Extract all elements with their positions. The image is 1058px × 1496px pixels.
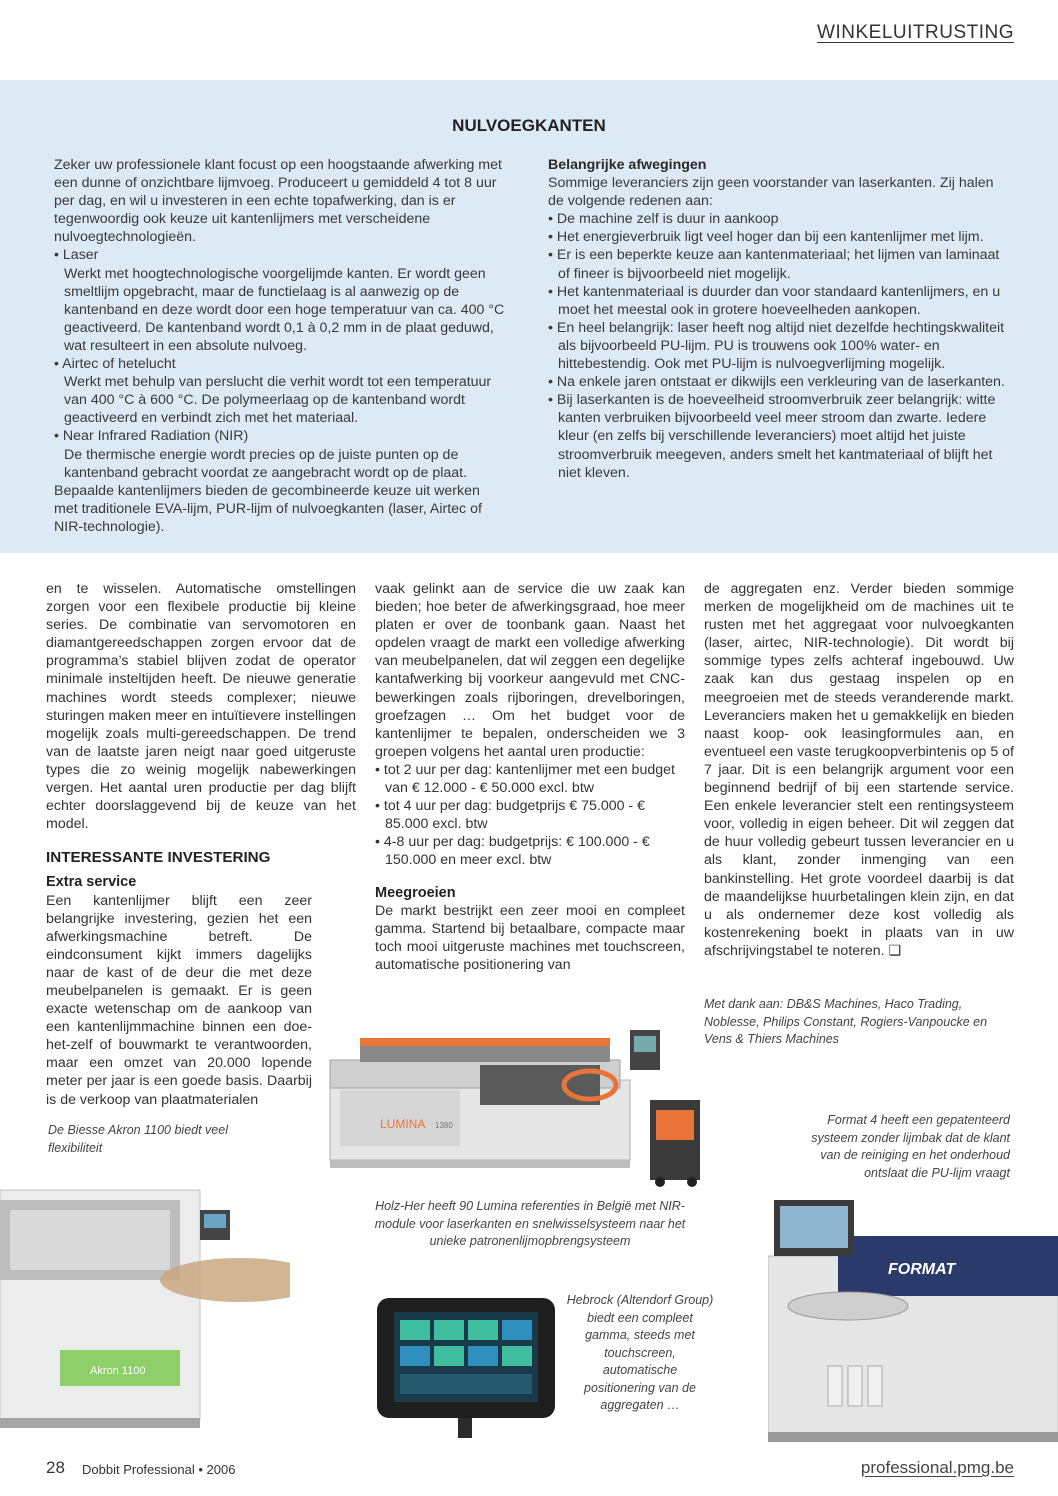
article-column-3 (704, 580, 1014, 960)
list-item: • tot 2 uur per dag: kantenlijmer met een budget van € 12.000 - € 50.000 excl. btw (375, 761, 675, 797)
list-item: • Het kantenmateriaal is duurder dan voor standaard kantenlijmers, en u moet het meestal ook in grotere hoeveelheden aankopen. (548, 283, 1001, 318)
akron-machine-image (0, 1170, 290, 1440)
box-right-column (548, 156, 1010, 482)
list-item: • Er is een beperkte keuze aan kantenmateriaal; het lijmen van laminaat of fineer is bijvoorbeeld niet mogelijk. (548, 247, 1000, 282)
caption-format4: Format 4 heeft een gepatenteerd systeem zonder lijmbak dat de klant van de reiniging en het onderhoud ontslaat die PU-lijm vraagt (811, 1113, 1010, 1180)
list-item: • Na enkele jaren ontstaat er dikwijls een verkleuring van de laserkanten. (548, 374, 1005, 391)
paragraph: de aggregaten enz. Verder bieden sommige merken de mogelijkheid om de machines uit te rusten met het aggregaat voor nulvoegkanten (laser, airtec, NIR-technologie). Dit wordt bij sommige types zelfs achteraf ingebouwd. Uw zaak kan dus gestaag inspelen op en meegroeien met de steeds veranderende markt. Leveranciers maken het u gemakkelijk en bieden naast koop- ook leasingformules aan, en eventueel een vaste terugkoopverbintenis op 5 of 7 jaar. Dit is een belangrijk argument voor een beginnend bedrijf of bij een startende service. Een enkele leverancier stelt een rentingsysteem voor, volledig in eigen beheer. Dit wil zeggen dat de huur volledig gebeurt tussen leverancier en u als klant, zonder inmenging van een bankinstelling. Het grote voordeel daarbij is dat de maandelijkse huurbetalingen klein zijn, en dat u als ondernemer deze kost volledig als kostenrekening boekt in plaats van in uw afschrijvingstabel te noteren. ❑ (704, 581, 1014, 959)
list-item: • De machine zelf is duur in aankoop (548, 211, 779, 228)
caption-holzher: Holz-Her heeft 90 Lumina referenties in België met NIR-module voor laserkanten en snelwisselsysteem naar het unieke patronenlijmopbrengsysteem (374, 1199, 686, 1248)
hebrock-touchscreen-image (372, 1288, 562, 1438)
list-item: • Near Infrared Radiation (NIR) (54, 428, 249, 445)
format4-logo: FORMAT (888, 1261, 956, 1278)
subheading: Meegroeien (375, 884, 456, 901)
list-item: • Bij laserkanten is de hoeveelheid stroomverbruik zeer belangrijk: witte kanten verbruiken bijvoorbeeld veel meer stroom dan zwarte. Iedere kleur (en zelfs bij verschillende leveranciers) moet altijd het juiste stroomverbruik meegeven, anders smelt het kantmateriaal of blijft het niet kleven. (548, 392, 996, 481)
format4-machine-image (768, 1196, 1058, 1446)
box-outro: Bepaalde kantenlijmers bieden de gecombineerde keuze uit werken met traditionele EVA-lijm, PUR-lijm of nulvoegkanten (laser, Airtec of NIR-technologie). (54, 482, 482, 535)
paragraph: De markt bestrijkt een zeer mooi en compleet gamma. Startend bij betaalbare, compacte maar toch mooi uitgeruste machines met touchscreen, automatische positionering van (375, 902, 685, 973)
paragraph: Een kantenlijmer blijft een zeer belangrijke investering, gezien het een afwerkingsmachine betreft. De eindconsument kijkt immers dagelijks naar de kast of de deur die met deze meubelpanelen is gemaakt. Er is geen exacte wetenschap om de aankoop van een kantenlijmmachine binnen een doe-het-zelf of bouwmarkt te verantwoorden, maar een omzet van 20.000 lopende meter per jaar is een goede basis. Daarbij is de verkoop van plaatmaterialen (46, 892, 312, 1108)
lumina-machine-image (300, 1020, 700, 1190)
list-item-text: Werkt met behulp van perslucht die verhit wordt tot een temperatuur van 400 °C à 600 °C. De polymeerlaag op de kantenband wordt geactiveerd en verbindt zich met het materiaal. (64, 374, 492, 427)
list-item: • Laser (54, 247, 99, 264)
list-item: • tot 4 uur per dag: budgetprijs € 75.000 - € 85.000 excl. btw (375, 798, 645, 833)
list-item-text: De thermische energie wordt precies op de juiste punten op de kantenband gebracht voordat ze aangebracht wordt op de plaat. (64, 446, 468, 481)
end-mark: ❑ (888, 942, 902, 959)
credits: Met dank aan: DB&S Machines, Haco Trading, Noblesse, Philips Constant, Rogiers-Vanpoucke en Vens & Thiers Machines (704, 997, 988, 1046)
section-heading: INTERESSANTE INVESTERING (46, 849, 271, 867)
website-link[interactable]: professional.pmg.be (860, 1458, 1014, 1477)
list-item: • En heel belangrijk: laser heeft nog altijd niet dezelfde hechtingskwaliteit als bijvoorbeeld PU-lijm. PU is trouwens ook 100% water- en hittebestendig. Ook met PU-lijm is nulvoegverlijming mogelijk. (548, 319, 1005, 373)
caption-biesse: De Biesse Akron 1100 biedt veel flexibiliteit (48, 1123, 228, 1155)
list-item: • Airtec of hetelucht (54, 356, 176, 373)
list-item: • Het energieverbruik ligt veel hoger dan bij een kantenlijmer met lijm. (548, 229, 984, 246)
caption-hebrock: Hebrock (Altendorf Group) biedt een compleet gamma, steeds met touchscreen, automatische positionering van de aggregaten … (566, 1293, 714, 1412)
page-number: 28 (46, 1458, 65, 1477)
subheading: Extra service (46, 874, 137, 891)
list-item-text: Werkt met hoogtechnologische voorgelijmde kanten. Er wordt geen smeltlijm opgebracht, maar de functielaag is al aanwezig op de kantenband en deze wordt door een hoge temperatuur van ca. 400 °C geactiveerd. De kantenband wordt 0,1 à 0,2 mm in de plaat geduwd, wat resulteert in een absolute nulvoeg. (64, 265, 505, 354)
section-label: WINKELUITRUSTING (817, 22, 1014, 43)
paragraph: vaak gelinkt aan de service die uw zaak kan bieden; hoe beter de afwerkingsgraad, hoe meer platen er over de toonbank gaan. Naast het opdelen vraagt de markt een volledige afwerking van meubelpanelen, dat wil zeggen een degelijke kantafwerking bij voorkeur aangevuld met CNC-bewerkingen zoals rijboringen, drevelboringen, groefzagen … Om het budget voor de kantenlijmer te bepalen, onderscheiden we 3 groepen volgens het aantal uren productie: (375, 581, 685, 760)
box-intro: Zeker uw professionele klant focust op een hoogstaande afwerking met een dunne of onzichtbare lijmvoeg. Produceert u gemiddeld 4 tot 8 uur per dag, en wil u investeren in een echte topafwerking, dan is er tegenwoordig ook keuze uit kantenlijmers met verscheidene nulvoegtechnologieën. (54, 157, 502, 246)
box-left-column (54, 156, 506, 536)
paragraph: en te wisselen. Automatische omstellingen zorgen voor een flexibele productie bij kleine series. De combinatie van servomotoren en diamantgereedschappen zorgen ervoor dat de programma’s stabiel blijven zodat de operator minimale insteltijden heeft. De nieuwe generatie machines wordt steeds complexer; nieuwe sturingen maken meer en intuïtievere instellingen mogelijk zoals multi-gereedschappen. De trend van de laatste jaren neigt naar goed uitgeruste types die zo weinig mogelijk nabewerkingen vergen. Het aantal uren productie per dag blijft echter doorslaggevend bij de keuze van het model. (46, 581, 356, 833)
publication-name: Dobbit Professional • 2006 (82, 1462, 236, 1477)
article-column-2 (375, 580, 685, 974)
box-title: NULVOEGKANTEN (452, 116, 606, 135)
box-subheading: Belangrijke afwegingen (548, 157, 707, 173)
lumina-model: 1380 (435, 1121, 453, 1130)
list-item: • 4-8 uur per dag: budgetprijs: € 100.000 - € 150.000 en meer excl. btw (375, 834, 650, 869)
akron-logo: Akron 1100 (90, 1365, 146, 1377)
lumina-logo: LUMINA (380, 1117, 426, 1131)
box-right-intro: Sommige leveranciers zijn geen voorstander van laserkanten. Zij halen de volgende redenen aan: (548, 175, 994, 210)
